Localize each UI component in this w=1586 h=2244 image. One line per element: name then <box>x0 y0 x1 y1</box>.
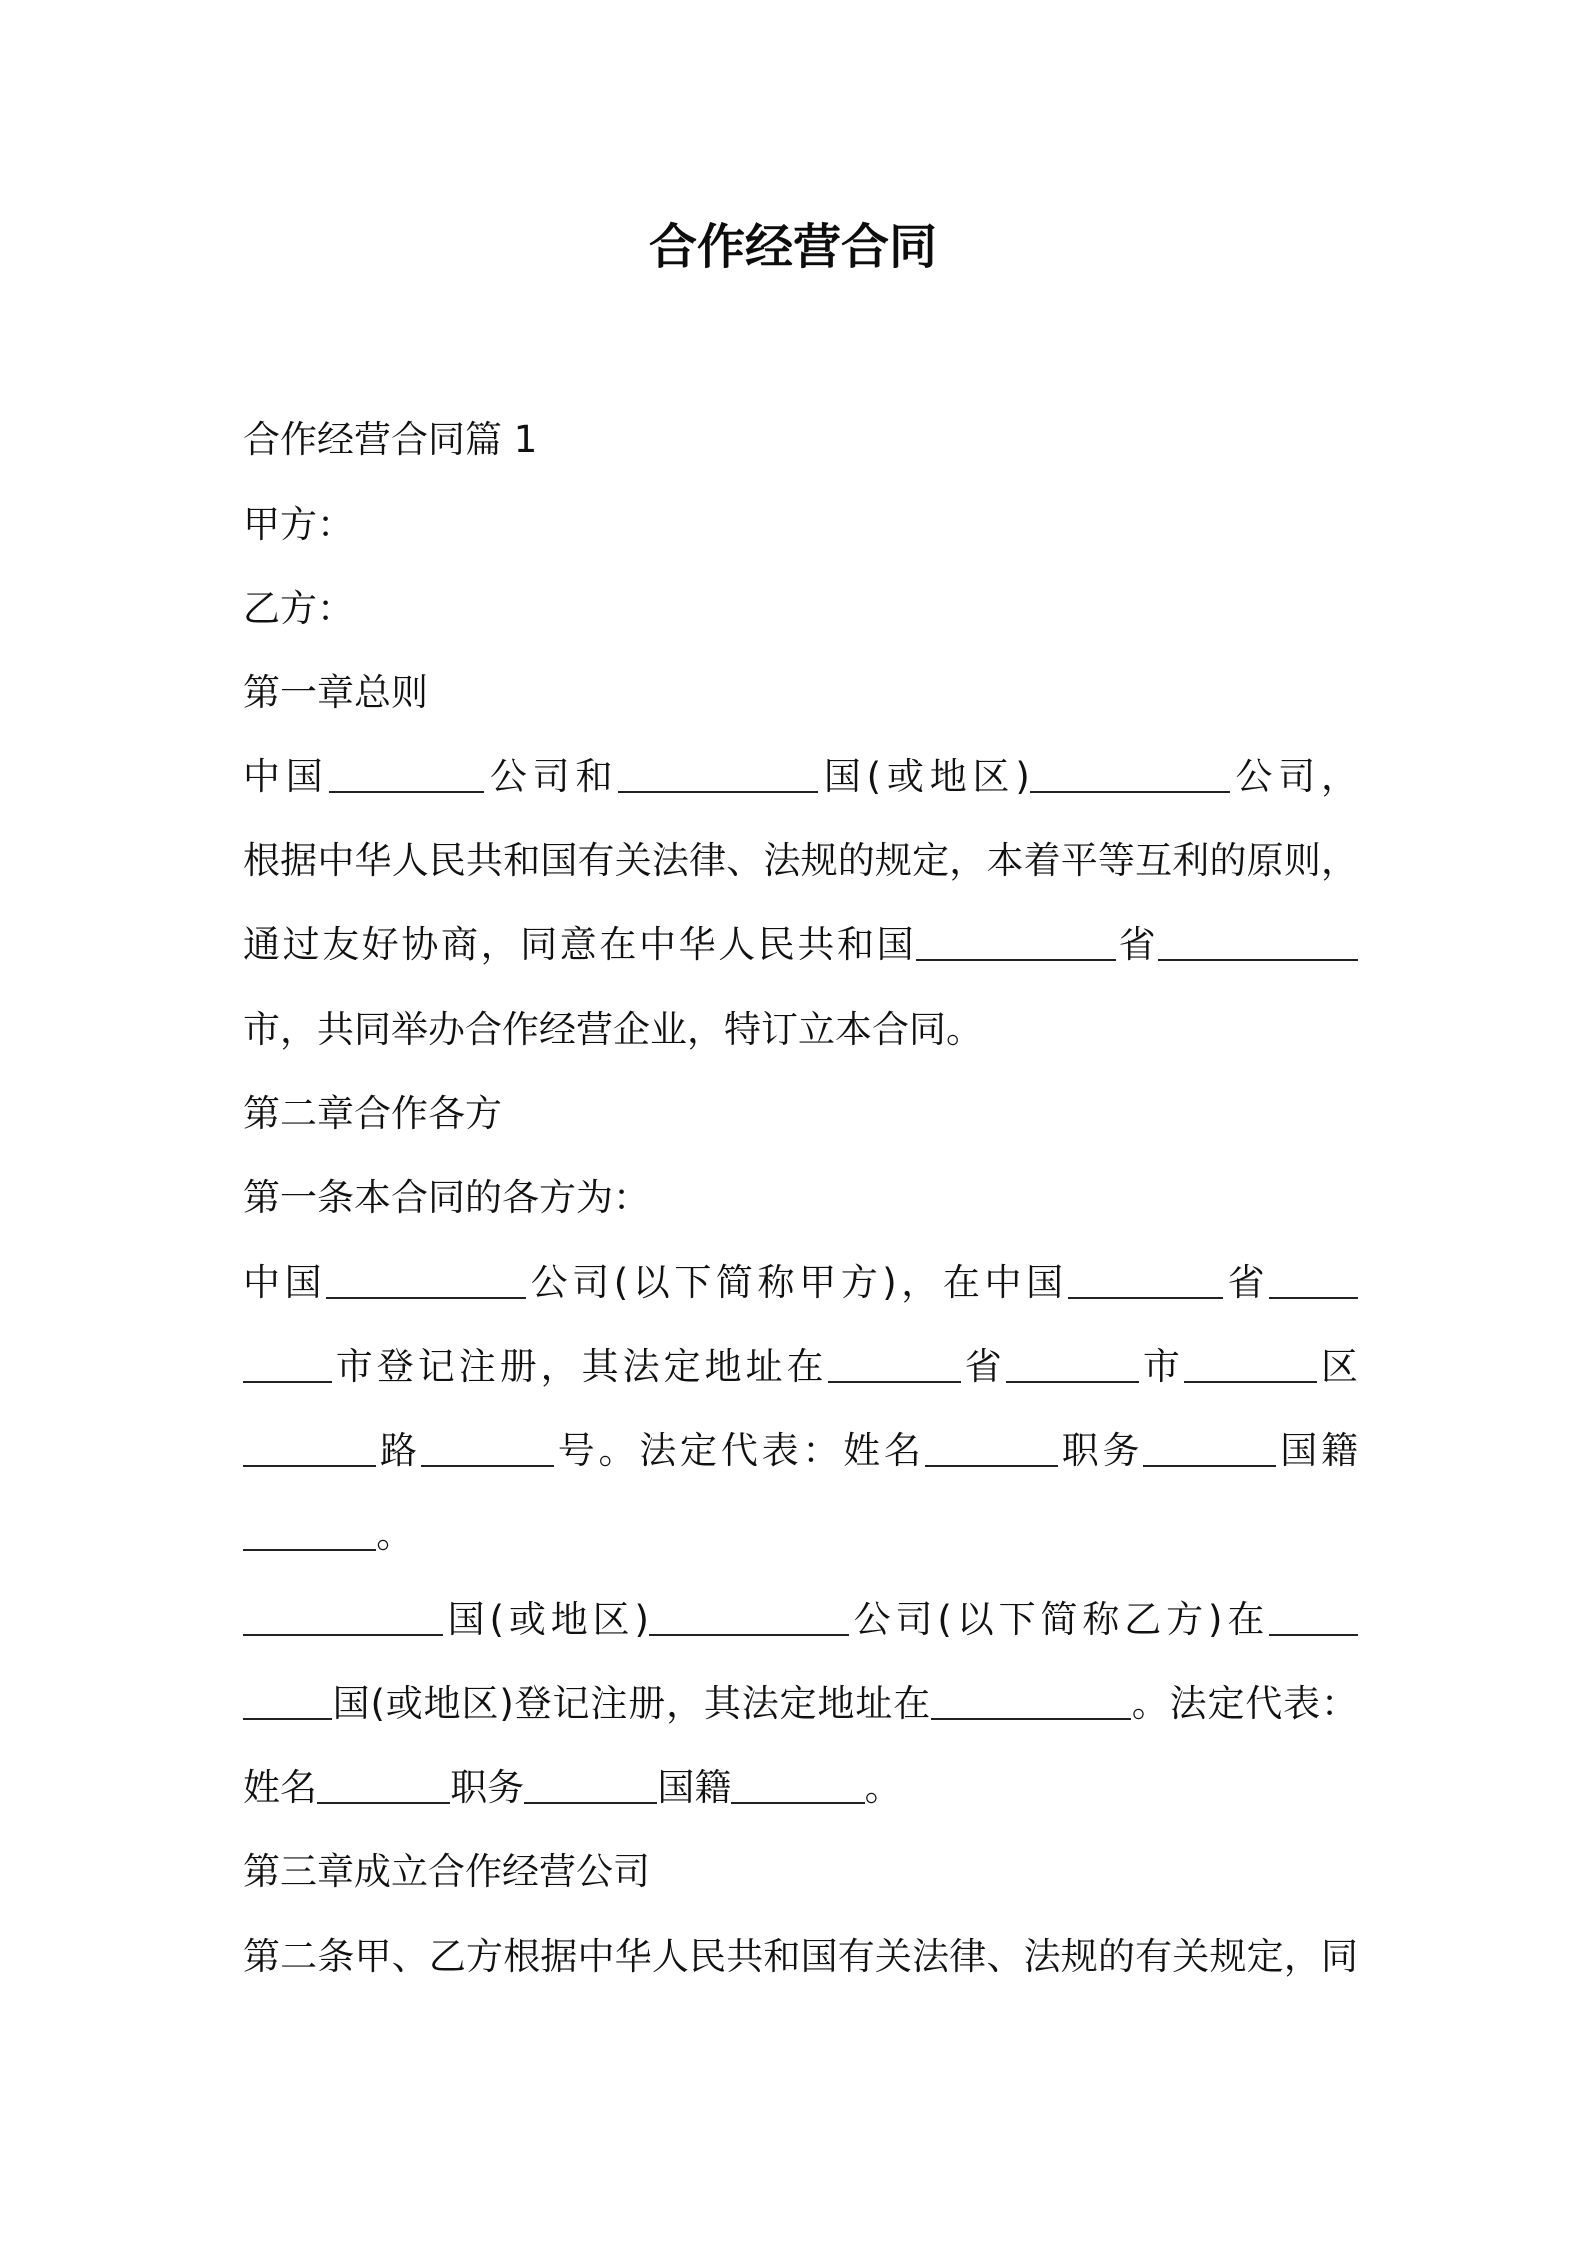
text-line <box>243 753 1358 801</box>
text-line <box>243 1511 1358 1559</box>
text-run: 通过友好协商，同意在中华人民共和国 <box>243 923 917 966</box>
text-run: 职务 <box>450 1766 525 1809</box>
text-run: 公司(以下简称乙方)在 <box>848 1598 1270 1641</box>
text-run: 国籍 <box>1276 1429 1358 1472</box>
text-line <box>243 1933 1358 1981</box>
fill-in-blank <box>828 1345 961 1383</box>
text-line <box>243 585 1358 633</box>
text-line <box>243 921 1358 969</box>
fill-in-blank <box>1269 1261 1358 1299</box>
text-run: 根据中华人民共和国有关法律、法规的规定，本着平等互利的原则， <box>243 839 1358 882</box>
text-line <box>243 501 1358 549</box>
fill-in-blank <box>618 755 818 793</box>
fill-in-blank <box>326 1261 526 1299</box>
text-run: 。法定代表： <box>1130 1682 1358 1725</box>
text-run: 。 <box>376 1513 414 1556</box>
text-line <box>243 669 1358 717</box>
text-run: 中国 <box>243 755 329 798</box>
text-line <box>243 1006 1358 1054</box>
text-run: 第二章合作各方 <box>243 1092 502 1135</box>
text-run: 号。法定代表：姓名 <box>553 1429 925 1472</box>
text-run: 中国 <box>243 1261 327 1304</box>
fill-in-blank <box>1269 1598 1358 1636</box>
text-run: 甲方： <box>243 503 354 546</box>
fill-in-blank <box>925 1429 1058 1467</box>
fill-in-blank <box>329 755 484 793</box>
fill-in-blank <box>243 1682 332 1720</box>
text-run: 第二条甲、乙方根据中华人民共和国有关法律、法规的有关规定，同 <box>243 1935 1358 1978</box>
fill-in-blank <box>1006 1345 1139 1383</box>
text-run: 公司， <box>1229 755 1358 798</box>
text-run: 合作经营合同篇 1 <box>243 418 538 461</box>
text-run: 公司(以下简称甲方)，在中国 <box>525 1261 1068 1304</box>
text-line <box>243 1174 1358 1222</box>
fill-in-blank <box>1030 755 1230 793</box>
text-line <box>243 1090 1358 1138</box>
text-run: 姓名 <box>243 1766 317 1809</box>
fill-in-blank <box>1068 1261 1223 1299</box>
text-run: 公司和 <box>484 755 619 798</box>
fill-in-blank <box>243 1513 376 1551</box>
text-run: 乙方： <box>243 587 354 630</box>
fill-in-blank <box>1158 923 1358 961</box>
text-run: 国(或地区)登记注册，其法定地址在 <box>331 1682 932 1725</box>
text-run: 第一章总则 <box>243 671 428 714</box>
fill-in-blank <box>421 1429 554 1467</box>
text-run: 国籍 <box>657 1766 732 1809</box>
text-run: 路 <box>376 1429 421 1472</box>
fill-in-blank <box>524 1766 657 1804</box>
text-run: 省 <box>1116 923 1159 966</box>
text-line <box>243 1680 1358 1728</box>
text-line <box>243 1343 1358 1391</box>
fill-in-blank <box>1143 1429 1276 1467</box>
text-line <box>243 416 1358 464</box>
text-run: 省 <box>1223 1261 1270 1304</box>
fill-in-blank <box>243 1429 376 1467</box>
fill-in-blank <box>916 923 1116 961</box>
text-line <box>243 1848 1358 1896</box>
document-title: 合作经营合同 <box>648 219 937 275</box>
text-line <box>243 837 1358 885</box>
text-run: 第三章成立合作经营公司 <box>243 1850 650 1893</box>
text-run: 市 <box>1138 1345 1184 1388</box>
text-run: 市登记注册，其法定地址在 <box>331 1345 828 1388</box>
text-line <box>243 1427 1358 1475</box>
text-line <box>243 1764 1358 1812</box>
text-line <box>243 1596 1358 1644</box>
fill-in-blank <box>317 1766 450 1804</box>
fill-in-blank <box>1184 1345 1317 1383</box>
fill-in-blank <box>731 1766 864 1804</box>
text-run: 。 <box>864 1766 902 1809</box>
text-run: 国(或地区) <box>442 1598 649 1641</box>
fill-in-blank <box>243 1345 332 1383</box>
text-line <box>243 1259 1358 1307</box>
text-run: 职务 <box>1057 1429 1144 1472</box>
text-run: 区 <box>1317 1345 1358 1388</box>
text-run: 市，共同举办合作经营企业，特订立本合同。 <box>243 1008 983 1051</box>
fill-in-blank <box>243 1598 443 1636</box>
text-run: 国(或地区) <box>818 755 1030 798</box>
fill-in-blank <box>649 1598 849 1636</box>
text-run: 省 <box>960 1345 1006 1388</box>
text-run: 第一条本合同的各方为： <box>243 1176 650 1219</box>
fill-in-blank <box>931 1682 1131 1720</box>
